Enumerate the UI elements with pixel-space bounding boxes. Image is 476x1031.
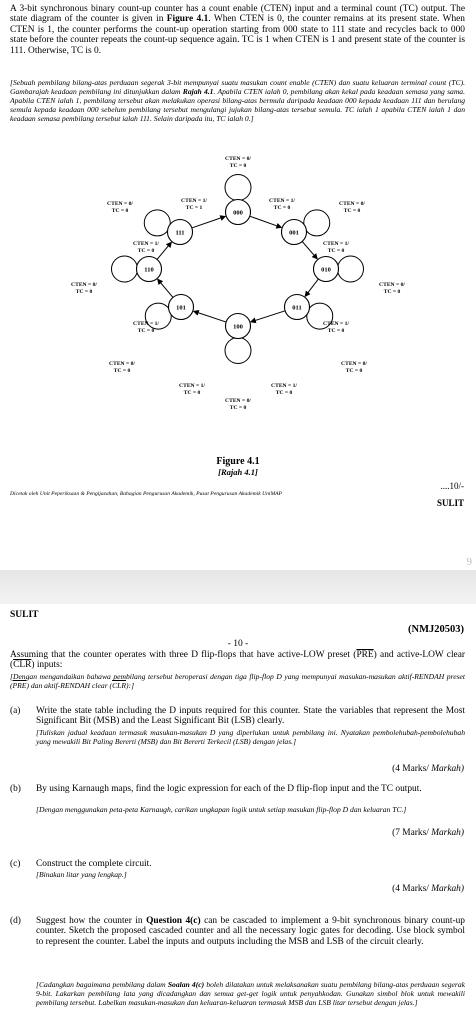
self-loop-111: [144, 210, 170, 236]
edge-label-self_011: TC = 0: [345, 368, 363, 374]
edge-label-self_110: TC = 0: [75, 289, 93, 295]
edge-label-self_111: TC = 0: [111, 208, 129, 214]
page-separator: [0, 570, 476, 604]
assume-ms-1: [Dengan mengandaikan bahawa pembilang tersebut beroperasi dengan tiga flip-flop D yang mempunyai masukan-masukan aktif-RENDAH preset (: [10, 672, 465, 690]
edge-label-t_100_101: TC = 0: [183, 390, 201, 396]
part-a-question-malay: [Tuliskan jadual keadaan termasuk masukan-masukan D yang diperlukan untuk pembilang ini. Nyatakan pembolehubah-pembolehubah yang mewakili Bit Paling Bererti (MSB) dan Bit Bererti Terkecil (LSB) dengan jelas.]: [36, 728, 465, 746]
edge-label-self_111: CTEN = 0/: [107, 201, 133, 207]
diagram-labels: [71, 156, 405, 411]
edge-label-t_111_000: CTEN = 1/: [181, 198, 207, 204]
edge-label-self_011: CTEN = 0/: [341, 361, 367, 367]
part-c-question-malay: [Binakan litar yang lengkap.]: [36, 870, 127, 879]
edge-label-self_100: CTEN = 0/: [225, 398, 251, 404]
self-loop-010: [338, 256, 364, 282]
edge-label-self_101: TC = 0: [113, 368, 131, 374]
page-corner-number: 9: [466, 556, 472, 568]
part-b-marks: [392, 828, 464, 838]
edge-label-self_101: CTEN = 0/: [109, 361, 135, 367]
transition-101-110: [158, 279, 173, 297]
part-c-label: (c): [10, 859, 21, 869]
edge-label-t_011_100: CTEN = 1/: [271, 383, 297, 389]
assume-text-3: ) inputs:: [31, 660, 63, 671]
exam-page-10: [0, 604, 476, 1031]
part-b-question-malay: [Dengan menggunakan peta-peta Karnaugh, carikan ungkapan logik untuk setiap masukan flip-flop D dan keluaran TC.]: [36, 805, 407, 814]
figure-ref: Figure 4.1: [166, 14, 209, 25]
transition-001-010: [302, 241, 317, 258]
state-label-000: 000: [233, 209, 243, 217]
part-a-marks: [392, 764, 464, 774]
edge-label-t_110_111: TC = 0: [137, 248, 155, 254]
state-label-010: 010: [321, 266, 331, 274]
part-c-question: Construct the complete circuit.: [36, 859, 152, 869]
part-d-question-malay: [36, 980, 465, 1007]
edge-label-self_010: TC = 0: [383, 289, 401, 295]
self-loop-100: [225, 338, 251, 364]
part-a-marks-ms: Markah): [431, 764, 464, 774]
part-a-label: (a): [10, 706, 21, 716]
edge-label-self_001: TC = 0: [343, 208, 361, 214]
edge-label-self_110: CTEN = 0/: [71, 282, 97, 288]
part-c-marks-ms: Markah): [431, 884, 464, 894]
part-d-text-1: Suggest how the counter in: [36, 916, 147, 926]
edge-label-t_111_000: TC = 1: [185, 205, 203, 211]
part-b-question: By using Karnaugh maps, find the logic expression for each of the D flip-flop input and the TC output.: [36, 784, 422, 794]
intro-ms-text-2: . Apabila CTEN ialah 0, pembilang akan kekal pada keadaan semasa yang sama. Apabila CTEN ialah 1, pembilang tersebut akan melakukan operasi bilang-atas bermula daripada keadaan 000 kepada keadaan 111 dan berulang semula kepada keadaan 000 sebelum pembilang tersebut mengulangi jujukan bilang-atas tersebut semula. TC ialah 1 apabila CTEN ialah 1 dan keadaan semasa pembilang tersebut ialah 111. Selain daripada itu, TC ialah 0.]: [10, 87, 465, 123]
page-number: - 10 -: [227, 639, 249, 649]
part-c-marks-en: (4 Marks/: [392, 884, 432, 894]
edge-label-t_010_011: CTEN = 1/: [323, 321, 349, 327]
printer-footnote: Dicetak oleh Unit Peperiksaan & Pengijazahan, Bahagian Pengurusan Akademik, Pusat Pengurusan Akademik UniMAP: [10, 491, 282, 497]
part-d-ms-1: [Cadangkan bagaimana pembilang dalam: [36, 980, 168, 989]
figure-caption: Figure 4.1: [216, 456, 260, 467]
edge-label-t_000_001: TC = 0: [273, 205, 291, 211]
sulit-label-footer: SULIT: [436, 498, 464, 508]
part-d-text-2: can be cascaded to implement a 9-bit synchronous binary count-up counter. Sketch the proposed cascaded counter and all the necessary logic gates for decoding. Use block symbol to represent the counter. Label the inputs and outputs including the MSB and LSB of the circuit clearly.: [36, 916, 465, 947]
diagram-shapes: [112, 175, 364, 364]
pre-signal-ms: $\overline{PRE}$: [12, 681, 27, 690]
edge-label-self_001: CTEN = 0/: [339, 201, 365, 207]
clr-signal: $\overline{CLR}$: [13, 660, 32, 671]
state-diagram: [0, 150, 476, 470]
edge-label-t_011_100: TC = 0: [275, 390, 293, 396]
part-a-marks-en: (4 Marks/: [392, 764, 432, 774]
edge-label-t_101_110: TC = 0: [137, 328, 155, 334]
transition-110-111: [157, 242, 171, 259]
assume-ms-2: ) dan aktif-RENDAH clear (: [26, 681, 113, 690]
part-d-ms-ref: Soalan 4(c): [167, 980, 205, 989]
edge-label-self_000: TC = 0: [229, 163, 247, 169]
part-d-question-ref: Question 4(c): [146, 916, 201, 926]
transition-100-101: [194, 311, 226, 322]
intro-text-1: A 3-bit synchronous binary count-up counter has a count enable (CTEN) input and a terminal count (TC) output. The state diagram of the counter is given in: [10, 4, 465, 25]
state-label-111: 111: [175, 229, 185, 237]
transition-011-100: [251, 311, 285, 322]
transition-000-001: [250, 216, 282, 227]
edge-label-t_100_101: CTEN = 1/: [179, 383, 205, 389]
intro-paragraph: [10, 4, 465, 56]
edge-label-t_001_010: CTEN = 1/: [323, 241, 349, 247]
state-label-110: 110: [144, 266, 154, 274]
intro-paragraph-malay: [10, 78, 465, 123]
part-d-question: [36, 916, 465, 947]
edge-label-self_000: CTEN = 0/: [225, 156, 251, 162]
part-b-marks-ms: Markah): [431, 828, 464, 838]
part-d-label: (d): [10, 916, 21, 926]
assumption-paragraph-malay: [10, 672, 465, 690]
self-loop-110: [112, 256, 138, 282]
edge-label-t_001_010: TC = 0: [327, 248, 345, 254]
intro-ms-text-1: [Sebuah pembilang bilang-atas perduaan segerak 3-bit mempunyai suatu masukan count enable (CTEN) dan suatu keluaran terminal count (TC). Gambarajah keadaan pembilang ini ditunjukkan dalam: [10, 78, 465, 96]
edge-label-t_010_011: TC = 0: [327, 328, 345, 334]
transition-010-011: [305, 279, 318, 296]
course-code: (NMJ20503): [408, 624, 464, 635]
edge-label-self_100: TC = 0: [229, 405, 247, 411]
self-loop-000: [225, 175, 251, 201]
edge-label-t_110_111: CTEN = 1/: [133, 241, 159, 247]
part-a-question: Write the state table including the D inputs required for this counter. State the variables that represent the Most Significant Bit (MSB) and the Least Significant Bit (LSB) clearly.: [36, 706, 465, 727]
transition-111-000: [192, 216, 225, 228]
assumption-paragraph: [10, 650, 465, 671]
part-c-marks: [392, 884, 464, 894]
figure-ref-malay: Rajah 4.1: [182, 87, 214, 96]
assume-ms-3: ):]: [126, 681, 135, 690]
state-label-100: 100: [233, 323, 243, 331]
clr-signal-ms: $\overline{CLR}$: [112, 681, 127, 690]
assume-text-1: Assuming that the counter operates with three D flip-flops that have active-LOW preset (: [10, 650, 357, 660]
state-label-011: 011: [292, 304, 302, 312]
part-d-ms-2: boleh dilatakan untuk melaksanakan suatu pembilang bilang-atas perduaan segerak 9-bit. Lakarkan pembilang lata yang dicadangkan dan semua get-get logik untuk penyahkodan. Gunakan simbol blok untuk mewakili pembilang tersebut. Labelkan masukan-masukan dan keluaran-keluaran termasuk MSB dan LSB litar tersebut dengan jelas.]: [36, 980, 466, 1007]
edge-label-self_010: CTEN = 0/: [379, 282, 405, 288]
edge-label-t_101_110: CTEN = 1/: [133, 321, 159, 327]
part-b-label: (b): [10, 784, 21, 794]
intro-text-2: . When CTEN is 0, the counter remains at its present state. When CTEN is 1, the counter performs the count-up operation starting from 000 state to 111 state and recycles back to 000 state before the counter repeats the count-up sequence again. TC is 1 when CTEN is 1 and present state of the counter is 111. Otherwise, TC is 0.: [10, 14, 465, 56]
edge-label-t_000_001: CTEN = 1/: [269, 198, 295, 204]
part-b-marks-en: (7 Marks/: [392, 828, 432, 838]
figure-caption-malay: [Rajah 4.1]: [218, 467, 258, 477]
state-label-101: 101: [176, 304, 186, 312]
assume-text-2: ) and active-LOW clear (: [10, 650, 466, 671]
self-loop-001: [304, 210, 330, 236]
state-label-001: 001: [289, 229, 299, 237]
page-next-indicator: ....10/-: [440, 481, 464, 491]
pre-signal: $\overline{PRE}$: [356, 650, 374, 660]
sulit-label-header: SULIT: [10, 610, 39, 620]
